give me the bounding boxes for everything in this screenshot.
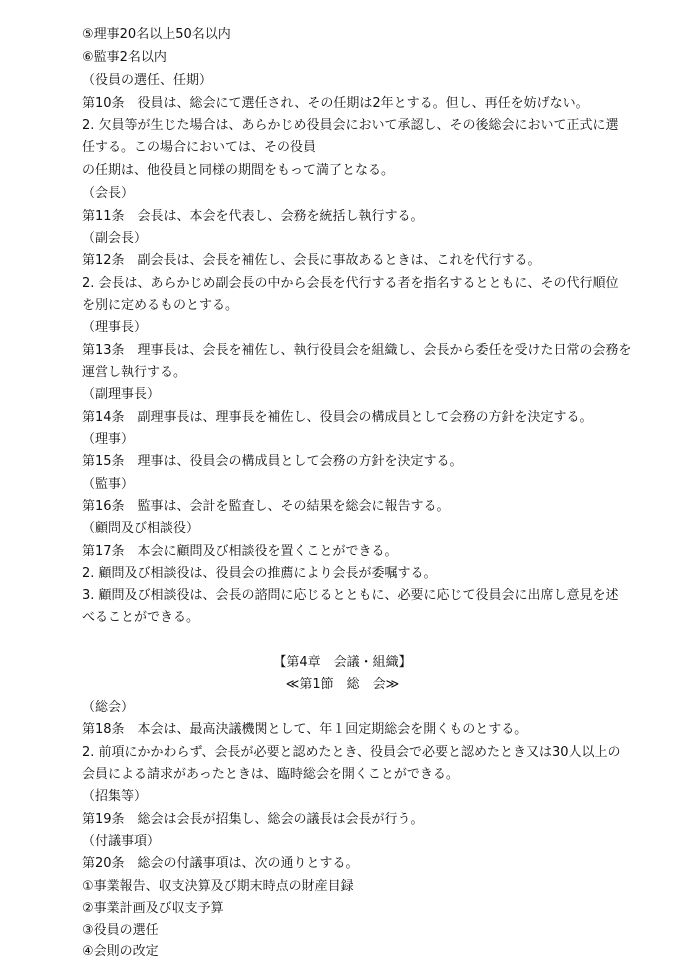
text-line: べることができる。 [82,610,200,625]
list-item: ①事業報告、収支決算及び期末時点の財産目録 [82,879,354,894]
article-text: 第20条 総会の付議事項は、次の通りとする。 [82,856,359,871]
article-text: 第18条 本会は、最高決議機関として、年１回定期総会を開くものとする。 [82,722,528,737]
article-text: 第16条 監事は、会計を監査し、その結果を総会に報告する。 [82,499,450,514]
section-heading: （監事） [82,477,135,492]
article-text: 第12条 副会長は、会長を補佐し、会長に事故あるときは、これを代行する。 [82,253,541,268]
list-item: ②事業計画及び収支予算 [82,901,224,916]
article-text: 第17条 本会に顧問及び相談役を置くことができる。 [82,544,398,559]
section-heading: （副会長） [82,231,148,246]
section-heading: （会長） [82,186,135,201]
article-text: 第19条 総会は会長が招集し、総会の議長は会長が行う。 [82,812,424,827]
article-text: 第13条 理事長は、会長を補佐し、執行役員会を組織し、会長から委任を受けた日常の会務を [82,343,632,358]
text-line: 2. 欠員等が生じた場合は、あらかじめ役員会において承認し、その後総会において正式に選 [82,118,619,133]
section-subheading: ≪第1節 総 会≫ [285,677,400,692]
text-line: 会員による請求があったときは、臨時総会を開くことができる。 [82,767,459,782]
article-text: 第10条 役員は、総会にて選任され、その任期は2年とする。但し、再任を妨げない。 [82,96,589,111]
text-line: 2. 前項にかかわらず、会長が必要と認めたとき、役員会で必要と認めたとき又は30人以上の [82,745,621,760]
text-line: 3. 顧問及び相談役は、会長の諮問に応じるとともに、必要に応じて役員会に出席し意見を述 [82,588,619,603]
section-heading: （理事長） [82,320,148,335]
article-text: 第11条 会長は、本会を代表し、会務を統括し執行する。 [82,209,424,224]
section-heading: （役員の選任、任期） [82,73,213,88]
text-line: ⑤理事20名以上50名以内 [82,27,231,42]
text-line: 2. 顧問及び相談役は、役員会の推薦により会長が委嘱する。 [82,566,437,581]
section-heading: （付議事項） [82,834,161,849]
list-item: ③役員の選任 [82,923,159,938]
text-line: 任する。この場合においては、その役員 [82,140,317,155]
section-heading: （招集等） [82,789,148,804]
text-line: の任期は、他役員と同様の期間をもって満了となる。 [82,163,395,178]
section-heading: （総会） [82,700,135,715]
text-line: 運営し執行する。 [82,365,187,380]
text-line: を別に定めるものとする。 [82,298,239,313]
chapter-heading: 【第4章 会議・組織】 [273,655,412,670]
list-item: ④会則の改定 [82,944,159,959]
section-heading: （副理事長） [82,387,161,402]
article-text: 第14条 副理事長は、理事長を補佐し、役員会の構成員として会務の方針を決定する。 [82,410,593,425]
text-line: 2. 会長は、あらかじめ副会長の中から会長を代行する者を指名するとともに、その代行順位 [82,276,619,291]
article-text: 第15条 理事は、役員会の構成員として会務の方針を決定する。 [82,454,463,469]
text-line: ⑥監事2名以内 [82,50,167,65]
section-heading: （顧問及び相談役） [82,521,200,536]
section-heading: （理事） [82,432,135,447]
